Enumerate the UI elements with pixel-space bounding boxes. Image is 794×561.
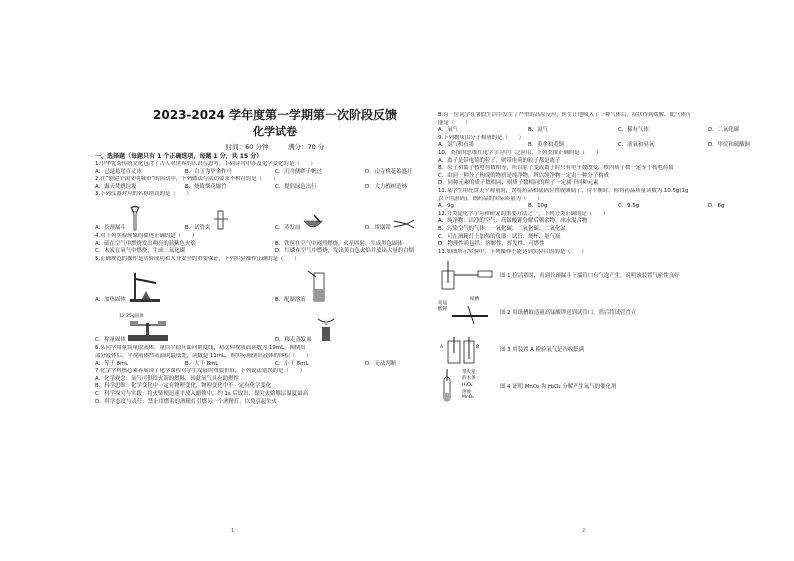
figure-label: B — [476, 345, 480, 351]
option: C．木炭在氧气中燃烧，生成二氧化碳 — [95, 248, 186, 255]
figure-label: A — [440, 345, 444, 351]
figure-4-caption: 图 4 证明 MnO₂ 为 H₂O₂ 分解产生氧气的催化剂 — [500, 384, 617, 391]
option: A．加热固体 — [95, 297, 126, 304]
page-number-right: 2 — [582, 528, 586, 534]
option: C．可在酒精灯上加热的仪器：试管、烧杯、量气瓶 — [438, 233, 561, 240]
figure-option-c — [95, 315, 275, 343]
question-2: 2.在“创建全国文明城市”的活动中，下列做法与活动要求不相符的是（ ） — [95, 176, 279, 183]
gas-bottles-icon — [438, 333, 494, 365]
option: C．稀有气体 — [618, 127, 649, 134]
heating-setup-icon — [126, 269, 166, 303]
question-8-cont: 能是（ ） — [438, 119, 471, 126]
question-11-cont: 以下用游码)，则药品的实际质量为（ ） — [438, 195, 543, 202]
figure-label: 溶液 — [462, 390, 471, 396]
option: D．8g — [708, 203, 725, 210]
option: B．烧故烟花爆竹 — [185, 183, 227, 190]
option: A．氧气 — [438, 127, 458, 134]
test-tube-clamp-icon — [212, 209, 230, 231]
mortar-icon — [302, 213, 324, 231]
option: C．小于 8mL — [275, 360, 309, 367]
option: B．原子和离子核电荷数相等，所以原子变成离子时只有电子数改变，核内质子数一定等于核电荷数 — [438, 165, 674, 172]
option: C．9.5g — [618, 203, 640, 210]
option: D．红磷在空气中燃烧，发出黄白色火焰并放出大量的白烟 — [275, 248, 414, 255]
question-9: 9.下列物质由分子构成的是（ ） — [438, 134, 525, 141]
funnel-icon — [128, 205, 142, 231]
figure-label: H₂O₂ — [462, 383, 473, 389]
question-10-options — [438, 158, 794, 188]
option: D．无法判断 — [365, 360, 397, 367]
question-12-options — [438, 218, 794, 248]
option: C．液氧和臭氧 — [618, 142, 655, 149]
option: D．大力植树造林 — [365, 183, 407, 190]
figure-label: 高锰 — [438, 301, 447, 307]
figure-label: MnO₂ — [462, 395, 475, 401]
option: A．长颈漏斗 — [95, 224, 126, 231]
option: C．由同一种分子构成的物质是纯净物，所以纯净物一定由一种分子构成 — [438, 172, 609, 179]
question-5-figures-row1 — [95, 265, 455, 303]
page-number-left: 1 — [231, 528, 235, 534]
figure-option-b — [185, 209, 275, 231]
option: B．大于 8mL — [185, 360, 219, 367]
figure-label: 带火星 — [462, 370, 476, 376]
question-5: 5.正确规范的操作是实验成功和人身安全的重要保证，下列实验操作正确的是（ ） — [95, 255, 300, 262]
question-6-options — [95, 361, 455, 369]
figure-4 — [438, 368, 794, 404]
question-4: 4.对下列实验现象的描述正确的是（ ） — [95, 232, 198, 239]
airtight-check-apparatus-icon — [438, 259, 494, 291]
question-10: 10．类推的思维在化学学习中广泛应用，下列类推正确的是（ ） — [438, 149, 602, 156]
evaporating-dish-icon — [312, 309, 340, 343]
page-right — [438, 112, 794, 522]
option: D．移走蒸发皿 — [275, 337, 312, 344]
figure-label: 纸槽 — [470, 297, 479, 303]
question-1: 1.中华优秀传统文化包含了古人对世界的认识与思考。下列诗句中涉及化学变化的是（ ） — [95, 161, 316, 167]
option: B．科学思维：化学变化中一定有物理变化，物理变化中不一定有化学变化 — [95, 383, 272, 390]
option: A．露天焚烧垃圾 — [95, 183, 137, 190]
figure-label: 酸钾 — [438, 307, 447, 313]
option: D．同种元素的质子数相同，则质子数相同的粒子一定属于同种元素 — [438, 180, 599, 187]
balance-icon — [126, 315, 170, 343]
option: A．9g — [438, 203, 454, 210]
question-11: 11.某学生用托盘天平称量时，误将药品和砝码位置放颠倒了，待平衡时，称得药品质量读数为 10.5g(1g — [438, 187, 689, 194]
question-13: 13.如图所示实验中，下列操作不能达到实验目的的是（ ） — [438, 248, 587, 255]
figure-4-drawing — [438, 369, 494, 403]
exam-title: 2023-2024 学年度第一学期第一次阶段反馈 — [153, 108, 397, 122]
test-tube-splint-icon — [438, 369, 460, 403]
option: A．等于 8mL — [95, 360, 129, 367]
figure-3-caption: 图 3 用装置 A 检验氧气是否收集满 — [500, 347, 585, 354]
option: C．称量固体 — [95, 337, 126, 344]
question-2-options — [95, 184, 455, 192]
option: B．试管夹 — [185, 224, 211, 231]
exam-subtitle: 化学试卷 — [253, 125, 297, 138]
question-9-options — [438, 142, 794, 150]
option: D．科学态度与责任：禁止用燃着的酒精灯引燃另一个酒精灯，以免引起失火 — [95, 398, 278, 405]
option: A．已是悬崖百丈冰 — [95, 168, 142, 175]
option: D．坩埚钳 — [365, 224, 391, 231]
page-left — [95, 108, 455, 518]
option: D．山寺桃花始盛开 — [365, 168, 413, 175]
figure-option-b — [275, 269, 455, 303]
question-11-options — [438, 203, 794, 211]
question-6-cont: 部分液体后，平视液体凹液面的最低处，读数是 11mL。则实际倾倒出液体的体积（ ） — [95, 352, 312, 359]
option: B．10g — [528, 203, 548, 210]
question-7-options — [95, 376, 455, 406]
measuring-cylinder-icon — [306, 269, 330, 303]
section-heading: 一、选择题（每题只有 1 个正确选项，每题 1 分，共 15 分） — [95, 153, 263, 160]
figure-option-a — [95, 269, 275, 303]
figure-3 — [438, 331, 794, 367]
figure-option-d — [275, 309, 455, 343]
exam-info: 时间：60 分钟 满分：70 分 — [225, 143, 325, 151]
question-8: 8.有一位同学在暑假生活中发生了严重的高原反应，医生让他吸入了一种气体后，症状得到缓解，此气体可 — [438, 112, 692, 118]
option: D．物理性质包括：溶解性、挥发性、可燃性 — [438, 241, 545, 248]
option: A．纯净物：洁净的空气、高锰酸钾分解后剩余物、冰水混合物 — [438, 218, 588, 225]
question-1-options — [95, 169, 455, 177]
figure-option-a — [95, 205, 185, 231]
figure-2-drawing — [438, 296, 494, 328]
figure-label: 的木条 — [462, 376, 476, 382]
option: B．黄金和黄铜 — [528, 142, 565, 149]
option: A．化学观念：氧气可供给火箭的燃料，因此氧气具有助燃性 — [95, 375, 239, 382]
question-6: 6.某同学用量筒量取液体，量筒平稳且面向刻度线，初次仰视液面读数为 19mL，倾倒出 — [95, 345, 306, 352]
figure-1-caption: 图 1 拉活塞时，看到长颈漏斗下端管口有气泡产生，说明该装置气密性良好 — [500, 273, 680, 280]
option: B．污染空气的气体：一氧化碳、二氧化硫、二氧化氮 — [438, 225, 566, 232]
question-3: 3.下列仪器对应的名称错误的是（ ） — [95, 191, 192, 198]
figure-3-drawing — [438, 333, 494, 365]
figure-2 — [438, 294, 794, 330]
figure-2-caption: 图 2 用纸槽取适量高锰酸钾送到试管口，然后将试管直立 — [500, 310, 637, 317]
option: B．配制溶液 — [275, 297, 306, 304]
option: C．沉舟侧畔千帆过 — [275, 168, 322, 175]
option: C．提倡绿色出行 — [275, 183, 317, 190]
option: B．白玉为堂金作马 — [185, 168, 232, 175]
figure-1 — [438, 257, 794, 293]
option: B．氮气 — [528, 127, 548, 134]
question-3-figures — [95, 201, 455, 231]
option: D．甲烷和硫酸铜 — [708, 142, 750, 149]
option: A．离子是带电荷的粒子，则带电荷的粒子都是离子 — [438, 157, 561, 164]
paper-trough-tube-icon — [438, 296, 494, 328]
question-4-options — [95, 241, 455, 256]
figure-label: 12.25g固体 — [119, 314, 144, 320]
crucible-tongs-icon — [393, 217, 415, 231]
question-7: 7.化学学科核心素养展现了化学课程对学生发展的重要价值，下列说法错误的是（ ） — [95, 368, 305, 375]
option: C．科学探究与实践：将火柴梗迅速平放入蜡烛中，约 1s 后取出，探究火焰哪层温度最高 — [95, 390, 308, 397]
option: B．铁丝在空气中剧烈燃烧，火星四射，生成黑色固体 — [275, 240, 403, 247]
option: A．硫在空气中燃烧发出明亮的蓝紫色火焰 — [95, 240, 196, 247]
option: A．氯气和石墨 — [438, 142, 475, 149]
figure-option-c — [275, 213, 365, 231]
option: D．二氧化碳 — [708, 127, 740, 134]
option: C．蒸发皿 — [275, 224, 301, 231]
question-8-options — [438, 127, 794, 135]
question-12: 12.分类是化学学习和研究的重要方法之一，下列分类正确的是（ ） — [438, 210, 609, 217]
question-5-figures-row2 — [95, 305, 455, 343]
